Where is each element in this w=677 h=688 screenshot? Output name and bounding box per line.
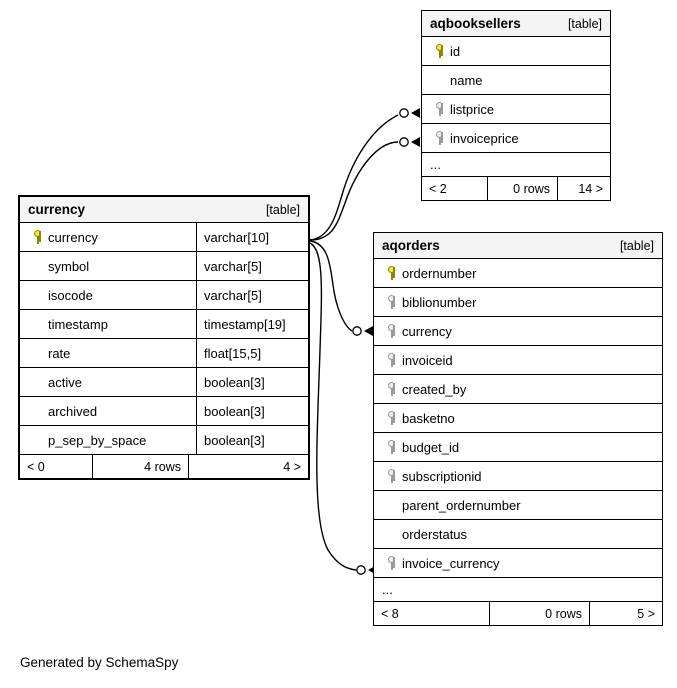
column-name: invoiceprice [450,130,519,146]
table-row[interactable] [20,397,308,426]
arrowhead [364,326,373,336]
key-slot [382,469,402,483]
key-slot [382,324,402,338]
column-cell [374,520,662,548]
prev-columns-link[interactable]: < 2 [429,181,447,196]
column-cell [374,462,662,490]
key-slot [430,131,450,145]
column-name: ordernumber [402,265,477,281]
column-cell [374,375,662,403]
foreign-key-icon [386,353,398,367]
foreign-key-icon [434,131,446,145]
column-cell [20,426,196,454]
table-row[interactable] [374,375,662,404]
table-row[interactable] [374,346,662,375]
edge-currency-to-aqbooksellers-invoiceprice [310,142,398,240]
column-cell [374,259,662,287]
column-name: listprice [450,101,495,117]
column-cell [20,223,196,251]
table-header [422,11,610,37]
table-row[interactable] [374,404,662,433]
key-slot [28,230,48,244]
table-row[interactable] [374,317,662,346]
table-row[interactable] [20,252,308,281]
truncation-ellipsis: ... [374,578,662,602]
column-cell [20,310,196,338]
column-type: varchar[5] [196,281,308,309]
column-type: boolean[3] [196,397,308,425]
truncation-ellipsis: ... [422,153,610,177]
column-cell [20,252,196,280]
column-name: created_by [402,381,467,397]
table-row[interactable] [20,368,308,397]
table-kind-label: [table] [567,16,602,31]
row-count-label: 4 rows [92,455,188,478]
column-name: name [450,72,483,88]
column-cell [374,288,662,316]
column-name: invoice_currency [402,555,500,571]
table-row[interactable] [374,462,662,491]
crowsfoot-circle [400,138,408,146]
table-row[interactable] [374,520,662,549]
table-row[interactable] [20,426,308,455]
row-count-label: 0 rows [489,602,589,625]
table-aqorders[interactable] [373,232,663,626]
column-name: basketno [402,410,455,426]
table-title: aqbooksellers [430,16,521,31]
table-footer [20,455,308,478]
table-row[interactable] [20,310,308,339]
foreign-key-icon [434,102,446,116]
column-cell [374,346,662,374]
table-row[interactable] [374,433,662,462]
edge-currency-to-aqbooksellers-listprice [310,115,398,240]
table-title: aqorders [382,238,440,253]
key-slot [430,44,450,58]
primary-key-icon [434,44,446,58]
key-slot [382,440,402,454]
column-name: symbol [48,258,90,274]
table-row[interactable] [374,491,662,520]
table-aqbooksellers[interactable] [421,10,611,201]
table-currency[interactable] [18,195,310,480]
key-slot [430,102,450,116]
table-header [374,233,662,259]
foreign-key-icon [386,440,398,454]
foreign-key-icon [386,556,398,570]
diagram-caption: Generated by SchemaSpy [20,655,179,670]
column-cell [20,368,196,396]
next-columns-link[interactable]: 4 > [188,455,308,478]
next-columns-link[interactable]: 14 > [557,177,610,200]
column-name: orderstatus [402,526,468,542]
column-cell [20,281,196,309]
prev-columns-link[interactable]: < 0 [27,459,45,474]
crowsfoot-circle [353,327,361,335]
column-cell [20,397,196,425]
key-slot [382,411,402,425]
column-name: timestamp [48,316,108,332]
column-type: timestamp[19] [196,310,308,338]
column-type: varchar[5] [196,252,308,280]
column-name: biblionumber [402,294,477,310]
column-cell [374,433,662,461]
table-header [20,197,308,223]
key-slot [382,353,402,367]
key-slot [382,382,402,396]
primary-key-icon [32,230,44,244]
table-title: currency [28,202,86,217]
column-cell [422,66,610,94]
key-slot [382,295,402,309]
table-kind-label: [table] [265,202,300,217]
key-slot [382,556,402,570]
column-cell [374,404,662,432]
foreign-key-icon [386,411,398,425]
column-name: budget_id [402,439,460,455]
prev-columns-link[interactable]: < 8 [381,606,399,621]
foreign-key-icon [386,324,398,338]
column-type: varchar[10] [196,223,308,251]
table-row[interactable] [422,37,610,66]
table-row[interactable] [20,281,308,310]
column-name: active [48,374,82,390]
table-row[interactable] [374,288,662,317]
edge-currency-to-aqorders-currency [310,241,352,331]
column-cell [374,491,662,519]
foreign-key-icon [386,382,398,396]
column-cell [422,37,610,65]
column-name: subscriptionid [402,468,482,484]
column-name: parent_ordernumber [402,497,521,513]
column-name: archived [48,403,98,419]
table-row[interactable] [374,549,662,578]
column-type: float[15,5] [196,339,308,367]
table-row[interactable] [20,339,308,368]
key-slot [382,266,402,280]
table-kind-label: [table] [619,238,654,253]
table-row[interactable] [422,124,610,153]
arrowhead [411,108,420,118]
column-name: currency [48,229,98,245]
column-type: boolean[3] [196,426,308,454]
arrowhead [411,137,420,147]
foreign-key-icon [386,295,398,309]
table-row[interactable] [374,259,662,288]
column-cell [422,95,610,123]
column-name: currency [402,323,452,339]
crowsfoot-circle [400,109,408,117]
primary-key-icon [386,266,398,280]
row-count-label: 0 rows [487,177,557,200]
column-cell [374,549,662,577]
column-name: p_sep_by_space [48,432,147,448]
table-footer [374,602,662,625]
column-name: invoiceid [402,352,453,368]
column-cell [422,124,610,152]
crowsfoot-circle [357,566,365,574]
column-type: boolean[3] [196,368,308,396]
table-row[interactable] [422,66,610,95]
edge-currency-to-aqorders-invoice_currency [310,243,356,570]
column-name: id [450,43,461,59]
column-cell [20,339,196,367]
next-columns-link[interactable]: 5 > [589,602,662,625]
table-row[interactable] [422,95,610,124]
table-footer [422,177,610,200]
foreign-key-icon [386,469,398,483]
column-cell [374,317,662,345]
column-name: rate [48,345,71,361]
table-row[interactable] [20,223,308,252]
column-name: isocode [48,287,93,303]
